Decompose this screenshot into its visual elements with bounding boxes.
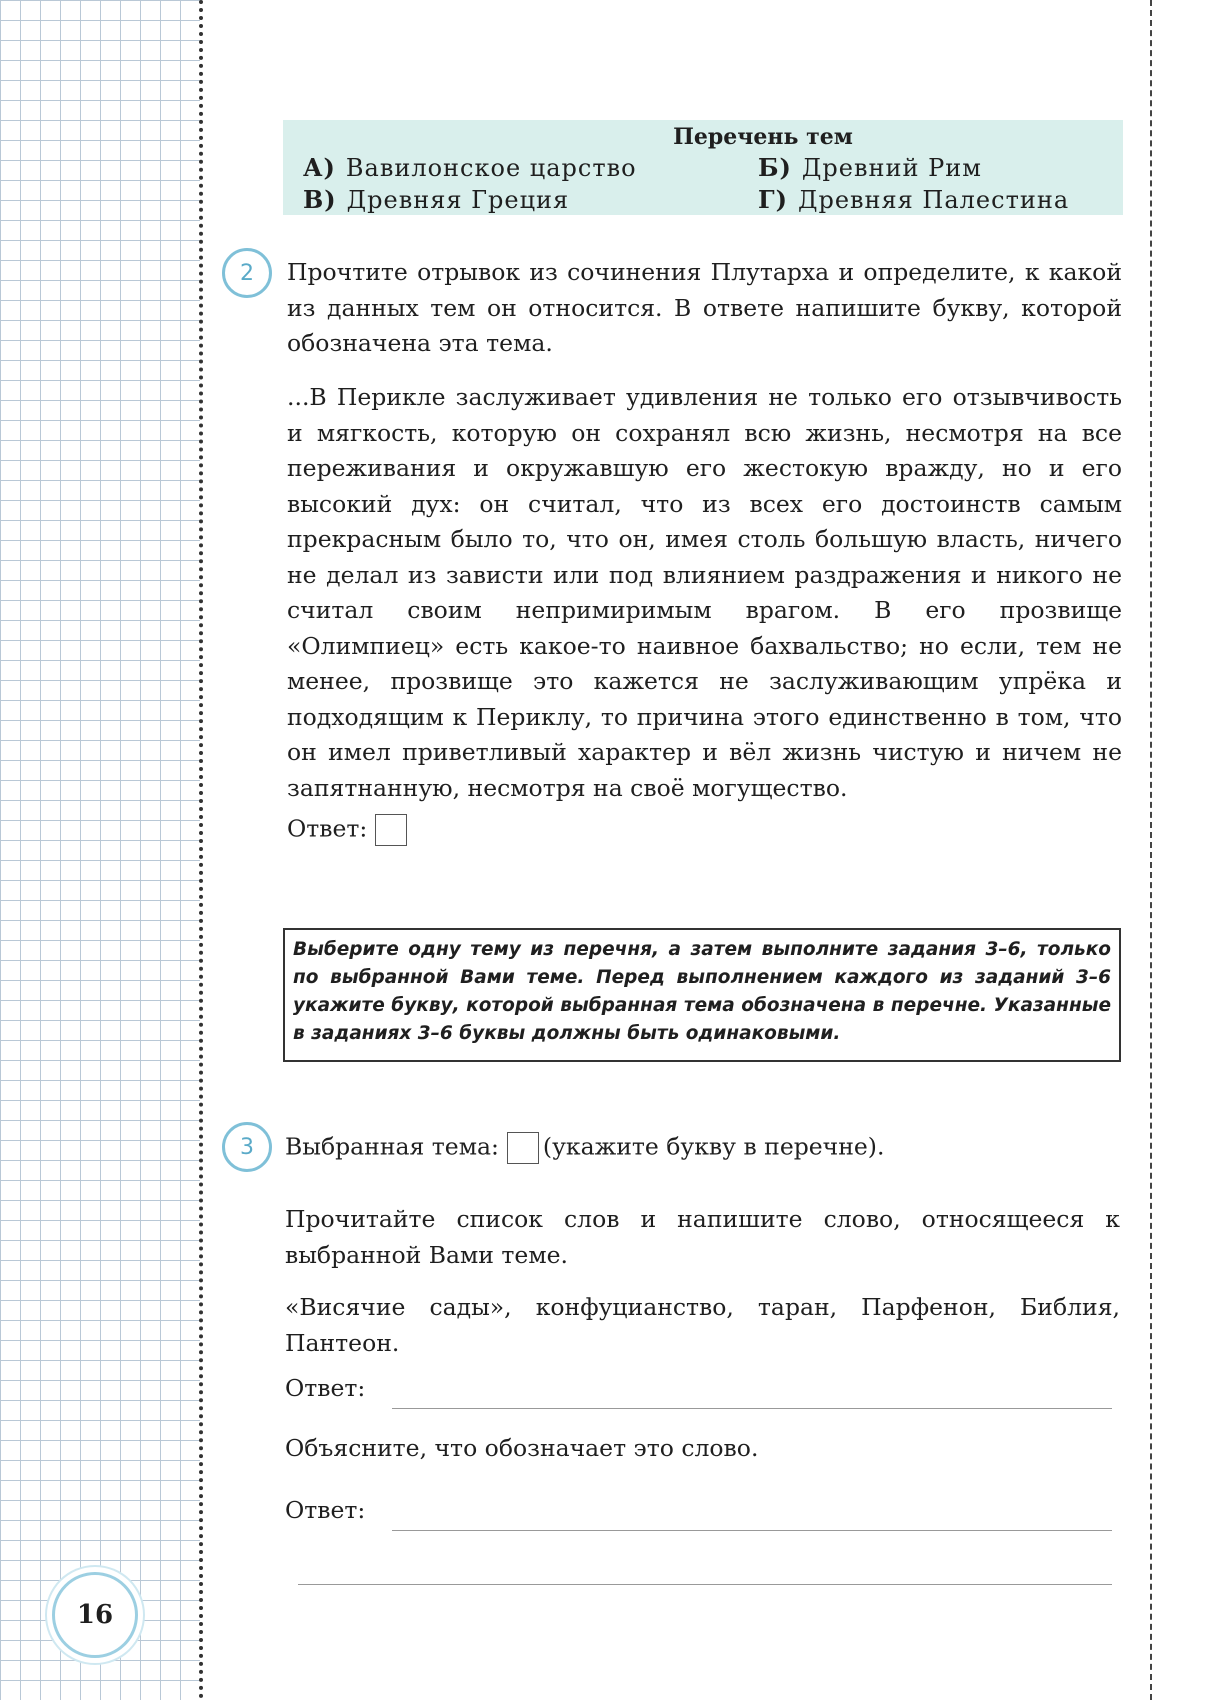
task3-explain-prompt: Объясните, что обозначает это слово. [285,1434,759,1462]
task2-answer-box[interactable] [375,814,407,846]
topic-item: Г) Древняя Палестина [758,185,1070,214]
task2-answer-label: Ответ: [287,814,368,843]
task2-answer [287,814,407,846]
topic-item: А) Вавилонское царство [303,153,637,182]
task3-chosen-box[interactable] [507,1132,539,1164]
task3-chosen-topic [285,1132,884,1164]
topic-item: В) Древняя Греция [303,185,570,214]
task3-chosen-hint: (укажите букву в перечне). [542,1132,885,1161]
task3-words: «Висячие сады», конфуцианство, таран, Парфенон, Библия, Пантеон. [285,1293,1120,1357]
topic-item: Б) Древний Рим [758,153,982,182]
task3-answer-label-2: Ответ: [285,1496,366,1524]
topics-list [283,120,1123,215]
task3-answer-line-2[interactable] [392,1530,1112,1531]
task-number-2: 2 [222,248,272,298]
margin-divider [199,0,203,1700]
task3-answer-label: Ответ: [285,1374,366,1402]
topics-row [293,152,1113,184]
task-number-3: 3 [222,1122,272,1172]
graph-paper-margin [0,0,200,1700]
task3-chosen-label: Выбранная тема: [285,1132,499,1161]
task2-prompt: Прочтите отрывок из сочинения Плутарха и определите, к какой из данных тем он относится. В ответе напишите букву, которой обозначена эта тема. [287,258,1122,357]
topics-title: Перечень тем [673,124,853,150]
instruction-box: Выберите одну тему из перечня, а затем выполните задания 3–6, только по выбранной Вами теме. Перед выполнением каждого из заданий 3–6 укажите букву, которой выбранная тема обозначена в перечне. Указанные в заданиях 3–6 буквы должны быть одинаковыми. [283,928,1121,1062]
topics-row [293,184,1113,216]
cut-line [1150,0,1152,1700]
task3-answer-line-3[interactable] [298,1584,1112,1585]
task3-prompt: Прочитайте список слов и напишите слово, относящееся к выбранной Вами теме. [285,1205,1120,1269]
page-number: 16 [52,1572,138,1658]
task3-answer-line[interactable] [392,1408,1112,1409]
task2-passage: ...В Перикле заслуживает удивления не только его отзывчивость и мягкость, которую он сохранял всю жизнь, несмотря на все переживания и окружавшую его жестокую вражду, но и его высокий дух: он считал, что из всех его достоинств самым прекрасным было то, что он, имея столь большую власть, ничего не делал из зависти или под влиянием раздражения и никого не считал своим непримиримым врагом. В его прозвище «Олимпиец» есть какое-то наивное бахвальство; но если, тем не менее, прозвище это кажется не заслуживающим упрёка и подходящим к Периклу, то причина этого единственно в том, что он имел приветливый характер и вёл жизнь чистую и ничем не запятнанную, несмотря на своё могущество. [287,383,1122,802]
